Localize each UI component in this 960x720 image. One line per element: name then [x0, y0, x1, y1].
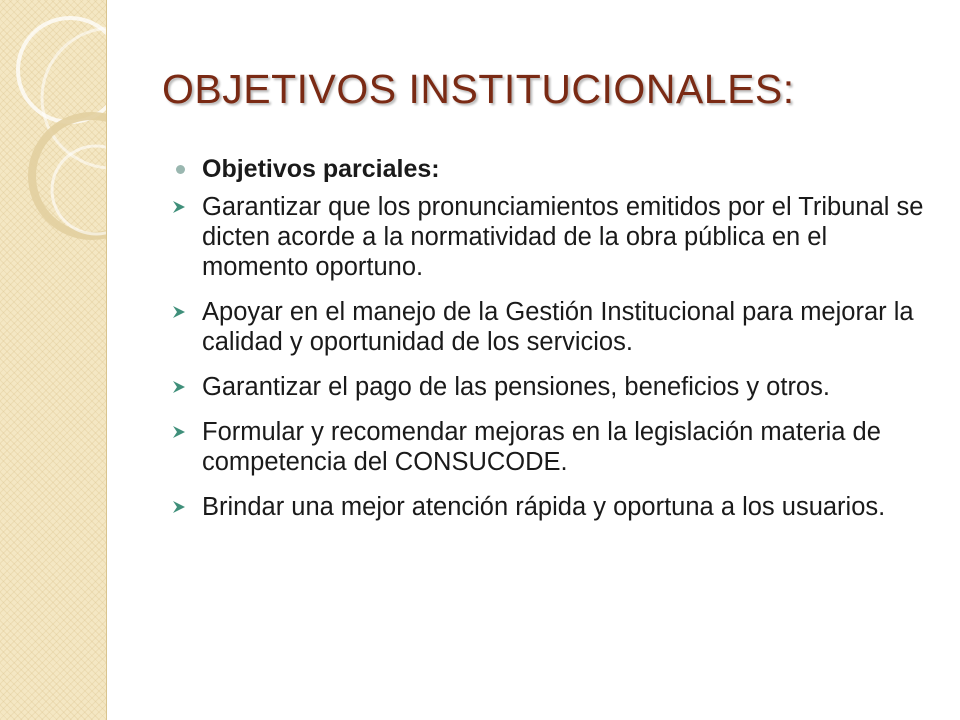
objectives-list [172, 192, 932, 522]
list-item-text: Apoyar en el manejo de la Gestión Institucional para mejorar la calidad y oportunidad de los servicios. [202, 298, 914, 356]
section-heading [172, 154, 932, 184]
list-item-text: Formular y recomendar mejoras en la legislación materia de competencia del CONSUCODE. [202, 418, 881, 476]
arrow-bullet-icon [172, 380, 186, 394]
list-item [172, 297, 932, 357]
arrow-bullet-icon [172, 200, 186, 214]
arrow-bullet-icon [172, 425, 186, 439]
arrow-bullet-icon [172, 305, 186, 319]
decorative-circles [0, 0, 106, 720]
slide-title: OBJETIVOS INSTITUCIONALES: [162, 66, 795, 112]
list-item [172, 372, 932, 402]
bullet-dot-icon [176, 165, 185, 174]
list-item-text: Garantizar que los pronunciamientos emitidos por el Tribunal se dicten acorde a la normatividad de la obra pública en el momento oportuno. [202, 193, 924, 281]
list-item [172, 192, 932, 282]
list-item-text: Garantizar el pago de las pensiones, beneficios y otros. [202, 373, 830, 401]
arrow-bullet-icon [172, 500, 186, 514]
list-item [172, 492, 932, 522]
list-item-text: Brindar una mejor atención rápida y oportuna a los usuarios. [202, 493, 886, 521]
decorative-side-panel [0, 0, 107, 720]
content-body [172, 154, 932, 537]
section-heading-label: Objetivos parciales: [202, 155, 440, 183]
list-item [172, 417, 932, 477]
